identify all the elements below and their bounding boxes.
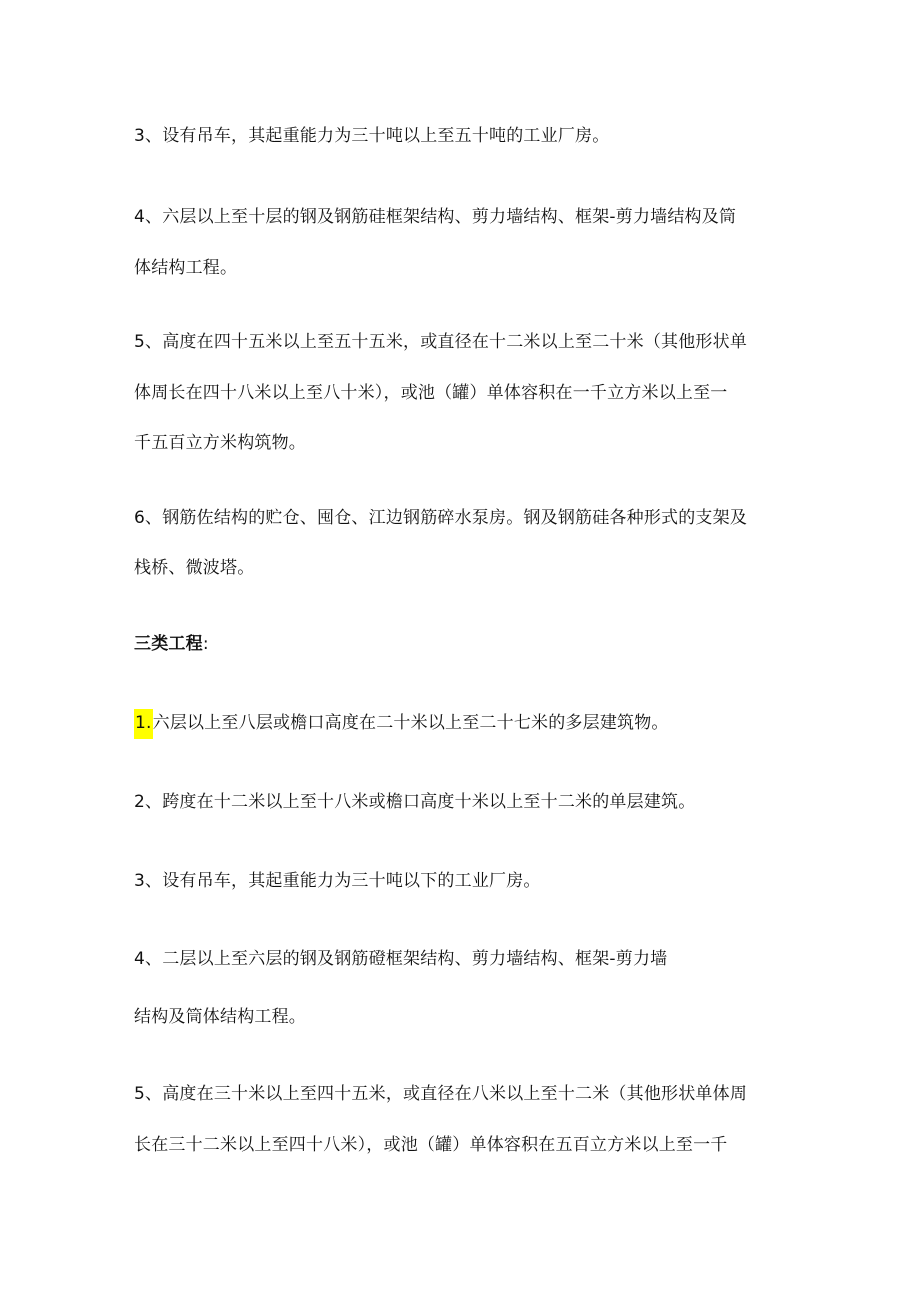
paragraph-5-height-45-55-line-3 bbox=[134, 431, 306, 455]
paragraph-text: 5、高度在四十五米以上至五十五米，或直径在十二米以上至二十米（其他形状单 bbox=[134, 332, 748, 352]
paragraph-text: 六层以上至八层或檐口高度在二十米以上至二十七米的多层建筑物。 bbox=[152, 713, 669, 733]
paragraph-text: 5、高度在三十米以上至四十五米，或直径在八米以上至十二米（其他形状单体周 bbox=[134, 1084, 748, 1104]
paragraph-4-two-to-six-floors-line-1 bbox=[134, 947, 667, 971]
paragraph-6-silos-line-2 bbox=[134, 556, 254, 580]
section-heading-class-three bbox=[134, 632, 209, 656]
paragraph-text: 体结构工程。 bbox=[134, 258, 238, 278]
paragraph-5-height-45-55-line-1 bbox=[134, 330, 747, 354]
paragraph-4-six-to-ten-floors-line-2 bbox=[134, 256, 237, 280]
paragraph-1-six-to-eight-floors bbox=[134, 711, 669, 735]
paragraph-text: 2、跨度在十二米以上至十八米或檐口高度十米以上至十二米的单层建筑。 bbox=[134, 792, 696, 812]
paragraph-text: 4、六层以上至十层的钢及钢筋硅框架结构、剪力墙结构、框架-剪力墙结构及筒 bbox=[134, 207, 737, 227]
paragraph-text: 6、钢筋佐结构的贮仓、囤仓、江边钢筋碎水泵房。钢及钢筋硅各种形式的支架及 bbox=[134, 508, 748, 528]
paragraph-4-six-to-ten-floors-line-1 bbox=[134, 205, 736, 229]
paragraph-5-height-30-45-line-1 bbox=[134, 1082, 747, 1106]
paragraph-text: 千五百立方米构筑物。 bbox=[134, 433, 306, 453]
paragraph-2-span-12-18 bbox=[134, 790, 695, 814]
paragraph-text: 长在三十二米以上至四十八米），或池（罐）单体容积在五百立方米以上至一千 bbox=[134, 1135, 728, 1155]
paragraph-6-silos-line-1 bbox=[134, 506, 747, 530]
heading-text: 三类工程 bbox=[134, 634, 203, 654]
paragraph-5-height-30-45-line-2 bbox=[134, 1133, 728, 1157]
paragraph-3-crane-under-30t bbox=[134, 869, 541, 893]
paragraph-text: 体周长在四十八米以上至八十米），或池（罐）单体容积在一千立方米以上至一 bbox=[134, 383, 728, 403]
paragraph-text: 4、二层以上至六层的钢及钢筋磴框架结构、剪力墙结构、框架-剪力墙 bbox=[134, 949, 668, 969]
paragraph-text: 3、设有吊车，其起重能力为三十吨以上至五十吨的工业厂房。 bbox=[134, 126, 610, 146]
heading-colon: : bbox=[202, 634, 209, 654]
paragraph-text: 3、设有吊车，其起重能力为三十吨以下的工业厂房。 bbox=[134, 871, 541, 891]
paragraph-text: 结构及筒体结构工程。 bbox=[134, 1007, 306, 1027]
paragraph-5-height-45-55-line-2 bbox=[134, 381, 728, 405]
paragraph-3-crane-30-50t bbox=[134, 124, 609, 148]
paragraph-text: 栈桥、微波塔。 bbox=[134, 558, 255, 578]
paragraph-4-two-to-six-floors-line-2 bbox=[134, 1005, 306, 1029]
list-number-highlighted: 1. bbox=[134, 709, 153, 739]
